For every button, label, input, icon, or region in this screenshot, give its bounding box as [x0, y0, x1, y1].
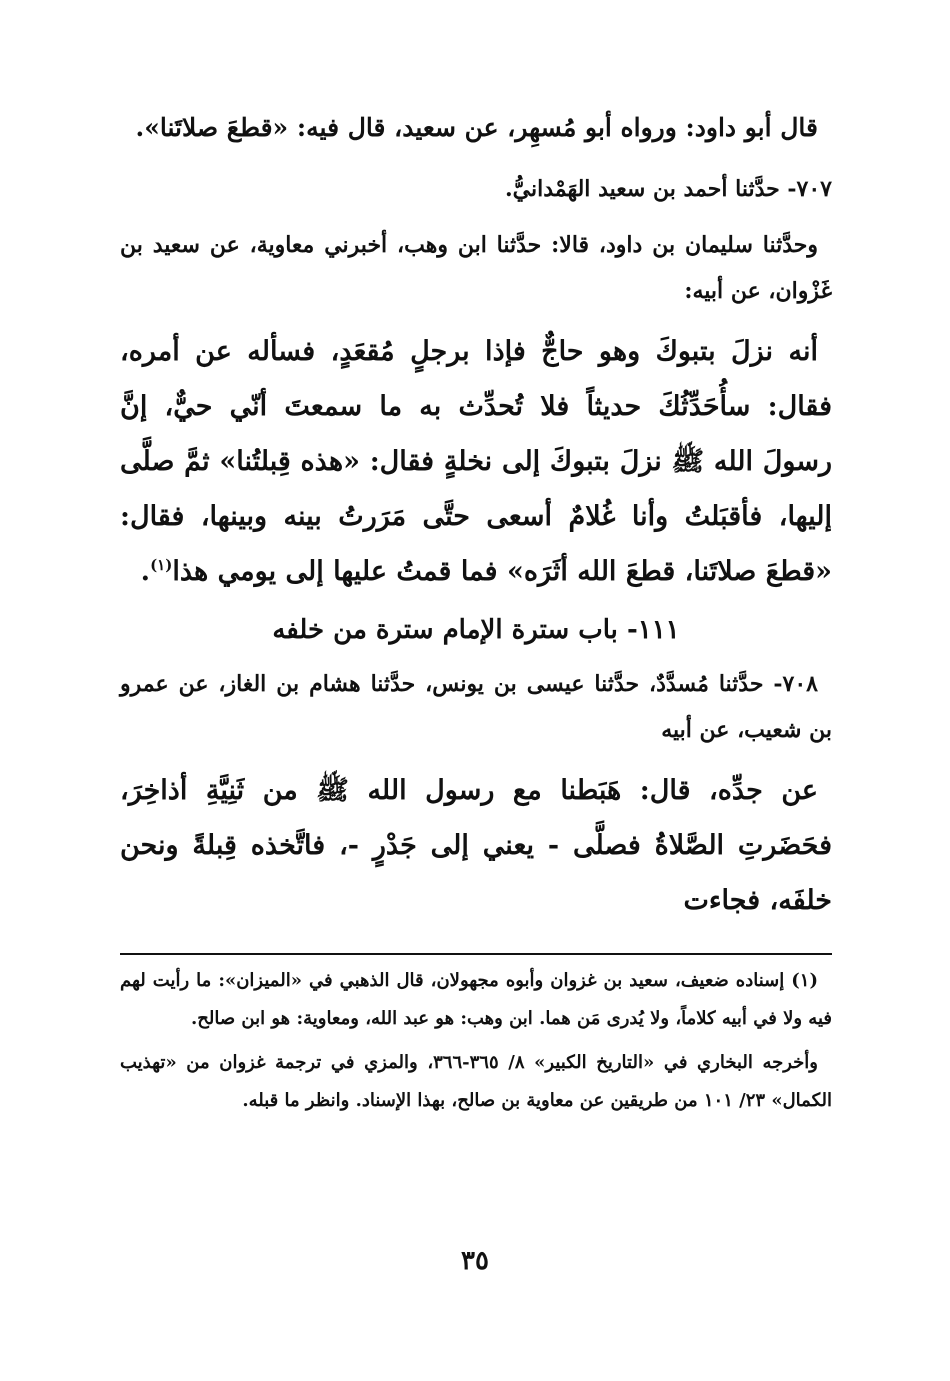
paragraph-text: أنه نزلَ بتبوكَ وهو حاجٌّ فإذا برجلٍ مُقعَدٍ، فسأله عن أمره، فقال: سأُحَدِّثُكَ حديثاً فلا تُحدِّث به ما سمعتَ أنّي حيٌّ، إنَّ رسولَ الله ﷺ نزلَ بتبوكَ إلى نخلةٍ فقال: «هذه قِبلتُنا» ثمَّ صلَّى إليها، فأقبَلتُ وأنا غُلامٌ أسعى حتَّى مَرَرتُ بينه وبينها، فقال: «قطعَ صلاتَنا، قطعَ الله أثَرَه» فما قمتُ عليها إلى يومي هذا [120, 336, 832, 587]
footnote-reference[interactable]: (١) [150, 556, 173, 574]
chapter-heading: ١١١- باب سترة الإمام سترة من خلفه [272, 615, 680, 645]
hadith-708-matn [120, 763, 832, 928]
paragraph-end: . [140, 556, 151, 587]
paragraph-abu-dawud-note [120, 100, 832, 156]
footnote-text: (١) إسناده ضعيف، سعيد بن غزوان وأبوه مجهولان، قال الذهبي في «الميزان»: ما رأيت لهم فيه ولا في أبيه كلاماً، ولا يُدرى مَن هما. ابن وهب: هو عبد الله، ومعاوية: هو ابن صالح. [120, 970, 832, 1029]
footnote-divider [120, 953, 832, 955]
hadith-707-matn [120, 324, 832, 599]
page-number: ٣٥ [461, 1246, 489, 1276]
paragraph-text: وحدَّثنا سليمان بن داود، قالا: حدَّثنا ابن وهب، أخبرني معاوية، عن سعيد بن غَزْوان، عن أبيه: [120, 232, 832, 304]
footnote-1-continued [120, 1044, 832, 1120]
paragraph-text: عن جدِّه، قال: هَبَطنا مع رسول الله ﷺ من ثَنِيَّةِ أذاخِرَ، فحَضَرتِ الصَّلاةُ فصلَّى - يعني إلى جَدْرٍ -، فاتَّخذه قِبلةً ونحن خلفَه، فجاءت [120, 775, 832, 916]
main-text [120, 100, 832, 934]
hadith-707-isnad [120, 222, 832, 314]
footnote-text: وأخرجه البخاري في «التاريخ الكبير» ٨/ ٣٦٥-٣٦٦، والمزي في ترجمة غزوان من «تهذيب الكمال» ٢٣/ ١٠١ من طريقين عن معاوية بن صالح، بهذا الإسناد. وانظر ما قبله. [120, 1052, 832, 1111]
footnotes [120, 962, 832, 1126]
hadith-707-header [120, 166, 832, 212]
paragraph-text: قال أبو داود: ورواه أبو مُسهِر، عن سعيد، قال فيه: «قطعَ صلاتَنا». [135, 113, 818, 142]
paragraph-text: ٧٠٨- حدَّثنا مُسدَّدٌ، حدَّثنا عيسى بن يونس، حدَّثنا هشام بن الغاز، عن عمرو بن شعيب، عن أبيه [120, 671, 832, 743]
footnote-1 [120, 962, 832, 1038]
paragraph-text: ٧٠٧- حدَّثنا أحمد بن سعيد الهَمْدانيُّ. [504, 176, 832, 202]
hadith-708-isnad [120, 661, 832, 753]
